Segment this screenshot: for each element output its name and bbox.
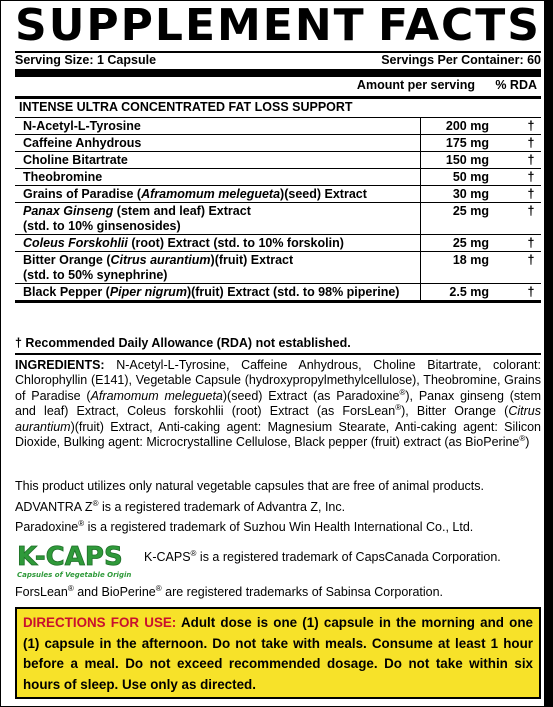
kcaps-logo-tagline: Capsules of Vegetable Origin xyxy=(17,571,132,579)
serving-size: Serving Size: 1 Capsule xyxy=(15,53,157,67)
ingredient-name xyxy=(15,203,421,235)
serving-info xyxy=(15,52,541,68)
registered-mark: ® xyxy=(190,548,197,558)
kcaps-trademark xyxy=(144,550,501,564)
ingredient-rda: † xyxy=(521,135,541,152)
tm-name: K-CAPS xyxy=(144,550,191,564)
animal-products-note: This product utilizes only natural vegetable capsules that are free of animal products. xyxy=(15,479,485,493)
divider-thick xyxy=(15,69,541,77)
facts-row xyxy=(15,252,541,284)
facts-table xyxy=(15,117,541,303)
ingredient-rda: † xyxy=(521,252,541,284)
registered-mark: ® xyxy=(519,433,526,443)
name-part: Bitter Orange ( xyxy=(23,253,111,267)
tm-text: is a registered trademark of CapsCanada Corporation. xyxy=(196,550,501,564)
divider-medium xyxy=(15,96,541,99)
name-part: (root) Extract (std. to 10% forskolin) xyxy=(127,236,344,250)
facts-row xyxy=(15,118,541,135)
name-part: )(seed) Extract xyxy=(280,187,367,201)
ingredients-text: )(seed) Extract (as Paradoxine xyxy=(222,388,400,403)
ingredient-rda: † xyxy=(521,186,541,203)
section-title: INTENSE ULTRA CONCENTRATED FAT LOSS SUPPORT xyxy=(19,100,353,114)
ingredient-name xyxy=(15,252,421,284)
ingredient-amount: 25 mg xyxy=(421,203,522,235)
ingredient-name: Caffeine Anhydrous xyxy=(15,135,421,152)
advantra-trademark xyxy=(15,500,345,514)
facts-row xyxy=(15,169,541,186)
name-part: Black Pepper ( xyxy=(23,285,110,299)
tm-name: ADVANTRA Z xyxy=(15,500,93,514)
tm-name: Paradoxine xyxy=(15,520,79,534)
directions-box xyxy=(15,607,541,699)
registered-mark: ® xyxy=(399,387,406,397)
divider-footnote xyxy=(15,353,541,355)
ingredient-rda: † xyxy=(521,235,541,252)
ingredient-amount: 200 mg xyxy=(421,118,522,135)
registered-mark: ® xyxy=(67,583,74,593)
ingredients-text: N-Acetyl-L-Tyrosine, Caffeine Anhydrous, Choline Bitartrate, colorant: Chlorophyllin (E141), Vegetable Capsule (hydroxypropylmethylcellulose), Theobromine, Grains of Paradise ( xyxy=(15,358,541,403)
ingredients-text: ) xyxy=(525,435,530,450)
name-part: (stem and leaf) Extract xyxy=(113,204,251,218)
ingredient-name xyxy=(15,186,421,203)
name-part: )(fruit) Extract xyxy=(210,253,294,267)
directions-label: DIRECTIONS FOR USE: xyxy=(23,615,177,630)
facts-row xyxy=(15,135,541,152)
amount-header: Amount per serving xyxy=(356,78,475,92)
facts-row xyxy=(15,235,541,252)
ingredient-name xyxy=(15,235,421,252)
title-word-2: FACTS xyxy=(377,0,541,51)
kcaps-logo-word: K-CAPS xyxy=(17,542,123,572)
ingredient-amount: 30 mg xyxy=(421,186,522,203)
ingredients-latin: Citrus aurantium xyxy=(15,404,541,434)
tm-text: is a registered trademark of Advantra Z, Inc. xyxy=(98,500,346,514)
ingredient-amount: 175 mg xyxy=(421,135,522,152)
facts-row xyxy=(15,152,541,169)
latin-name: Coleus Forskohlii xyxy=(23,236,128,250)
facts-row xyxy=(15,186,541,203)
registered-mark: ® xyxy=(78,518,85,528)
column-header-row xyxy=(15,78,541,96)
ingredients-text: )(fruit) Extract, Anti-caking agent: Magnesium Stearate, Anti-caking agent: Silicon Dioxide, Bulking agent: Microcrystalline Cellulose, Black pepper (fruit) extract (as BioPerine xyxy=(15,419,541,450)
name-part: )(fruit) Extract (std. to 98% piperine) xyxy=(186,285,400,299)
ingredients-text: ), Bitter Orange ( xyxy=(401,404,509,419)
ingredients-latin: Aframomum melegueta xyxy=(90,388,223,403)
ingredients-label: INGREDIENTS: xyxy=(15,358,105,372)
facts-row xyxy=(15,203,541,235)
ingredient-amount: 2.5 mg xyxy=(421,284,522,302)
tm-name: and BioPerine xyxy=(73,585,156,599)
forslean-trademark xyxy=(15,585,443,599)
name-part: Grains of Paradise ( xyxy=(23,187,142,201)
registered-mark: ® xyxy=(395,403,402,413)
ingredient-rda: † xyxy=(521,169,541,186)
tm-text: is a registered trademark of Suzhou Win Health International Co., Ltd. xyxy=(84,520,474,534)
ingredient-rda: † xyxy=(521,118,541,135)
rda-header: % RDA xyxy=(495,78,537,92)
tm-text: are registered trademarks of Sabinsa Corporation. xyxy=(161,585,444,599)
ingredient-name: Theobromine xyxy=(15,169,421,186)
ingredient-amount: 18 mg xyxy=(421,252,522,284)
latin-name: Aframomum melegueta xyxy=(141,187,281,201)
ingredient-amount: 25 mg xyxy=(421,235,522,252)
ingredient-name: N-Acetyl-L-Tyrosine xyxy=(15,118,421,135)
ingredient-amount: 50 mg xyxy=(421,169,522,186)
panel-title xyxy=(15,1,541,51)
paradoxine-trademark xyxy=(15,520,473,534)
ingredient-name: Choline Bitartrate xyxy=(15,152,421,169)
registered-mark: ® xyxy=(155,583,162,593)
latin-name: Panax Ginseng xyxy=(23,204,114,218)
ingredients-text: ), Panax ginseng (stem and leaf) Extract, Coleus forskohlii (root) Extract (as ForsLean xyxy=(15,388,541,419)
kcaps-logo xyxy=(15,539,139,581)
ingredient-rda: † xyxy=(521,284,541,302)
servings-per-container: Servings Per Container: 60 xyxy=(381,53,541,67)
latin-name: Piper nigrum xyxy=(109,285,187,299)
ingredient-rda: † xyxy=(521,203,541,235)
name-line-2: (std. to 10% ginsenosides) xyxy=(23,219,181,233)
facts-row xyxy=(15,284,541,302)
title-word-1: SUPPLEMENT xyxy=(15,0,366,51)
ingredient-name xyxy=(15,284,421,302)
ingredient-rda: † xyxy=(521,152,541,169)
registered-mark: ® xyxy=(92,498,99,508)
kcaps-logo-graphic xyxy=(15,539,139,581)
tm-name: ForsLean xyxy=(15,585,68,599)
rda-footnote: † Recommended Daily Allowance (RDA) not established. xyxy=(15,336,351,350)
ingredient-amount: 150 mg xyxy=(421,152,522,169)
name-line-2: (std. to 50% synephrine) xyxy=(23,268,168,282)
latin-name: Citrus aurantium xyxy=(110,253,211,267)
ingredients-paragraph xyxy=(15,358,541,450)
directions-text: Adult dose is one (1) capsule in the morning and one (1) capsule in the afternoon. Do not take with meals. Consume at least 1 hour before a meal. Do not exceed recommended dosage. Do not take within six hours of sleep. Use only as directed. xyxy=(23,615,533,692)
